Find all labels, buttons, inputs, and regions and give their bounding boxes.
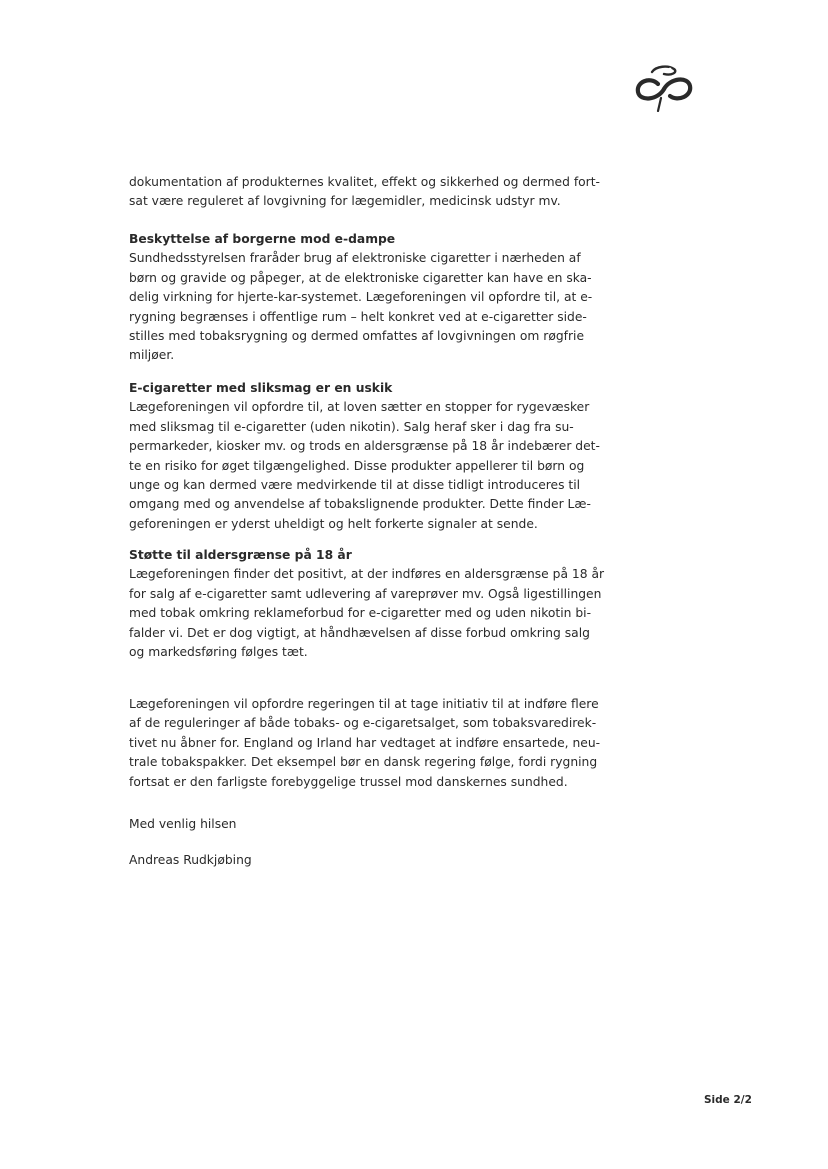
text-line: Sundhedsstyrelsen fraråder brug af elektroniske cigaretter i nærheden af: [129, 251, 581, 266]
page-number: Side 2/2: [704, 1094, 752, 1106]
section-heading: E-cigaretter med sliksmag er en uskik: [129, 381, 393, 395]
text-line: permarkeder, kiosker mv. og trods en aldersgrænse på 18 år indebærer det-: [129, 439, 600, 454]
text-line: omgang med og anvendelse af tobakslignende produkter. Dette finder Læ-: [129, 497, 591, 512]
text-line: delig virkning for hjerte-kar-systemet. Lægeforeningen vil opfordre til, at e-: [129, 290, 593, 305]
intro-paragraph: [129, 173, 599, 212]
text-line: for salg af e-cigaretter samt udlevering af vareprøver mv. Også ligestillingen: [129, 586, 602, 601]
text-line: stilles med tobaksrygning og dermed omfattes af lovgivningen om røgfrie: [129, 328, 585, 343]
text-line: med tobak omkring reklameforbud for e-cigaretter med og uden nikotin bi-: [129, 606, 592, 621]
text-line: geforeningen er yderst uheldigt og helt forkerte signaler at sende.: [129, 516, 538, 531]
signature-block: [129, 851, 599, 870]
section-age-limit: [129, 546, 605, 662]
text-line: falder vi. Det er dog vigtigt, at håndhævelsen af disse forbud omkring salg: [129, 625, 590, 640]
text-line: unge og kan dermed være medvirkende til at disse tidligt introduceres til: [129, 477, 581, 492]
text-line: af de reguleringer af både tobaks- og e-cigaretsalget, som tobaksvaredirek-: [129, 716, 597, 731]
text-line: fortsat er den farligste forebyggelige trussel mod danskernes sundhed.: [129, 774, 568, 789]
section-flavours: [129, 379, 599, 534]
text-line: tivet nu åbner for. England og Irland har vedtaget at indføre ensartede, neu-: [129, 735, 601, 750]
text-line: Lægeforeningen vil opfordre til, at loven sætter en stopper for rygevæsker: [129, 400, 590, 415]
text-line: Lægeforeningen finder det positivt, at der indføres en aldersgrænse på 18 år: [129, 567, 605, 582]
section-heading: Beskyttelse af borgerne mod e-dampe: [129, 232, 396, 246]
text-line: dokumentation af produkternes kvalitet, effekt og sikkerhed og dermed fort-: [129, 175, 600, 189]
text-line: Lægeforeningen vil opfordre regeringen til at tage initiativ til at indføre flere: [129, 697, 599, 711]
text-line: sat være reguleret af lovgivning for lægemidler, medicinsk udstyr mv.: [129, 194, 561, 209]
text-line: rygning begrænses i offentlige rum – helt konkret ved at e-cigaretter side-: [129, 309, 587, 324]
text-line: trale tobakspakker. Det eksempel bør en dansk regering følge, fordi rygning: [129, 755, 598, 770]
text-line: miljøer.: [129, 348, 175, 363]
closing-paragraph: [129, 695, 599, 792]
text-line: og markedsføring følges tæt.: [129, 644, 308, 659]
snake-staff-logo-icon: [634, 62, 694, 112]
text-line: børn og gravide og påpeger, at de elektroniske cigaretter kan have en ska-: [129, 270, 592, 285]
section-heading: Støtte til aldersgrænse på 18 år: [129, 548, 352, 562]
text-line: med sliksmag til e-cigaretter (uden nikotin). Salg heraf sker i dag fra su-: [129, 419, 574, 434]
signature-name: Andreas Rudkjøbing: [129, 853, 252, 867]
greeting-block: [129, 815, 599, 834]
section-protection: [129, 230, 599, 366]
text-line: te en risiko for øget tilgængelighed. Disse produkter appellerer til børn og: [129, 458, 585, 473]
greeting: Med venlig hilsen: [129, 817, 237, 831]
